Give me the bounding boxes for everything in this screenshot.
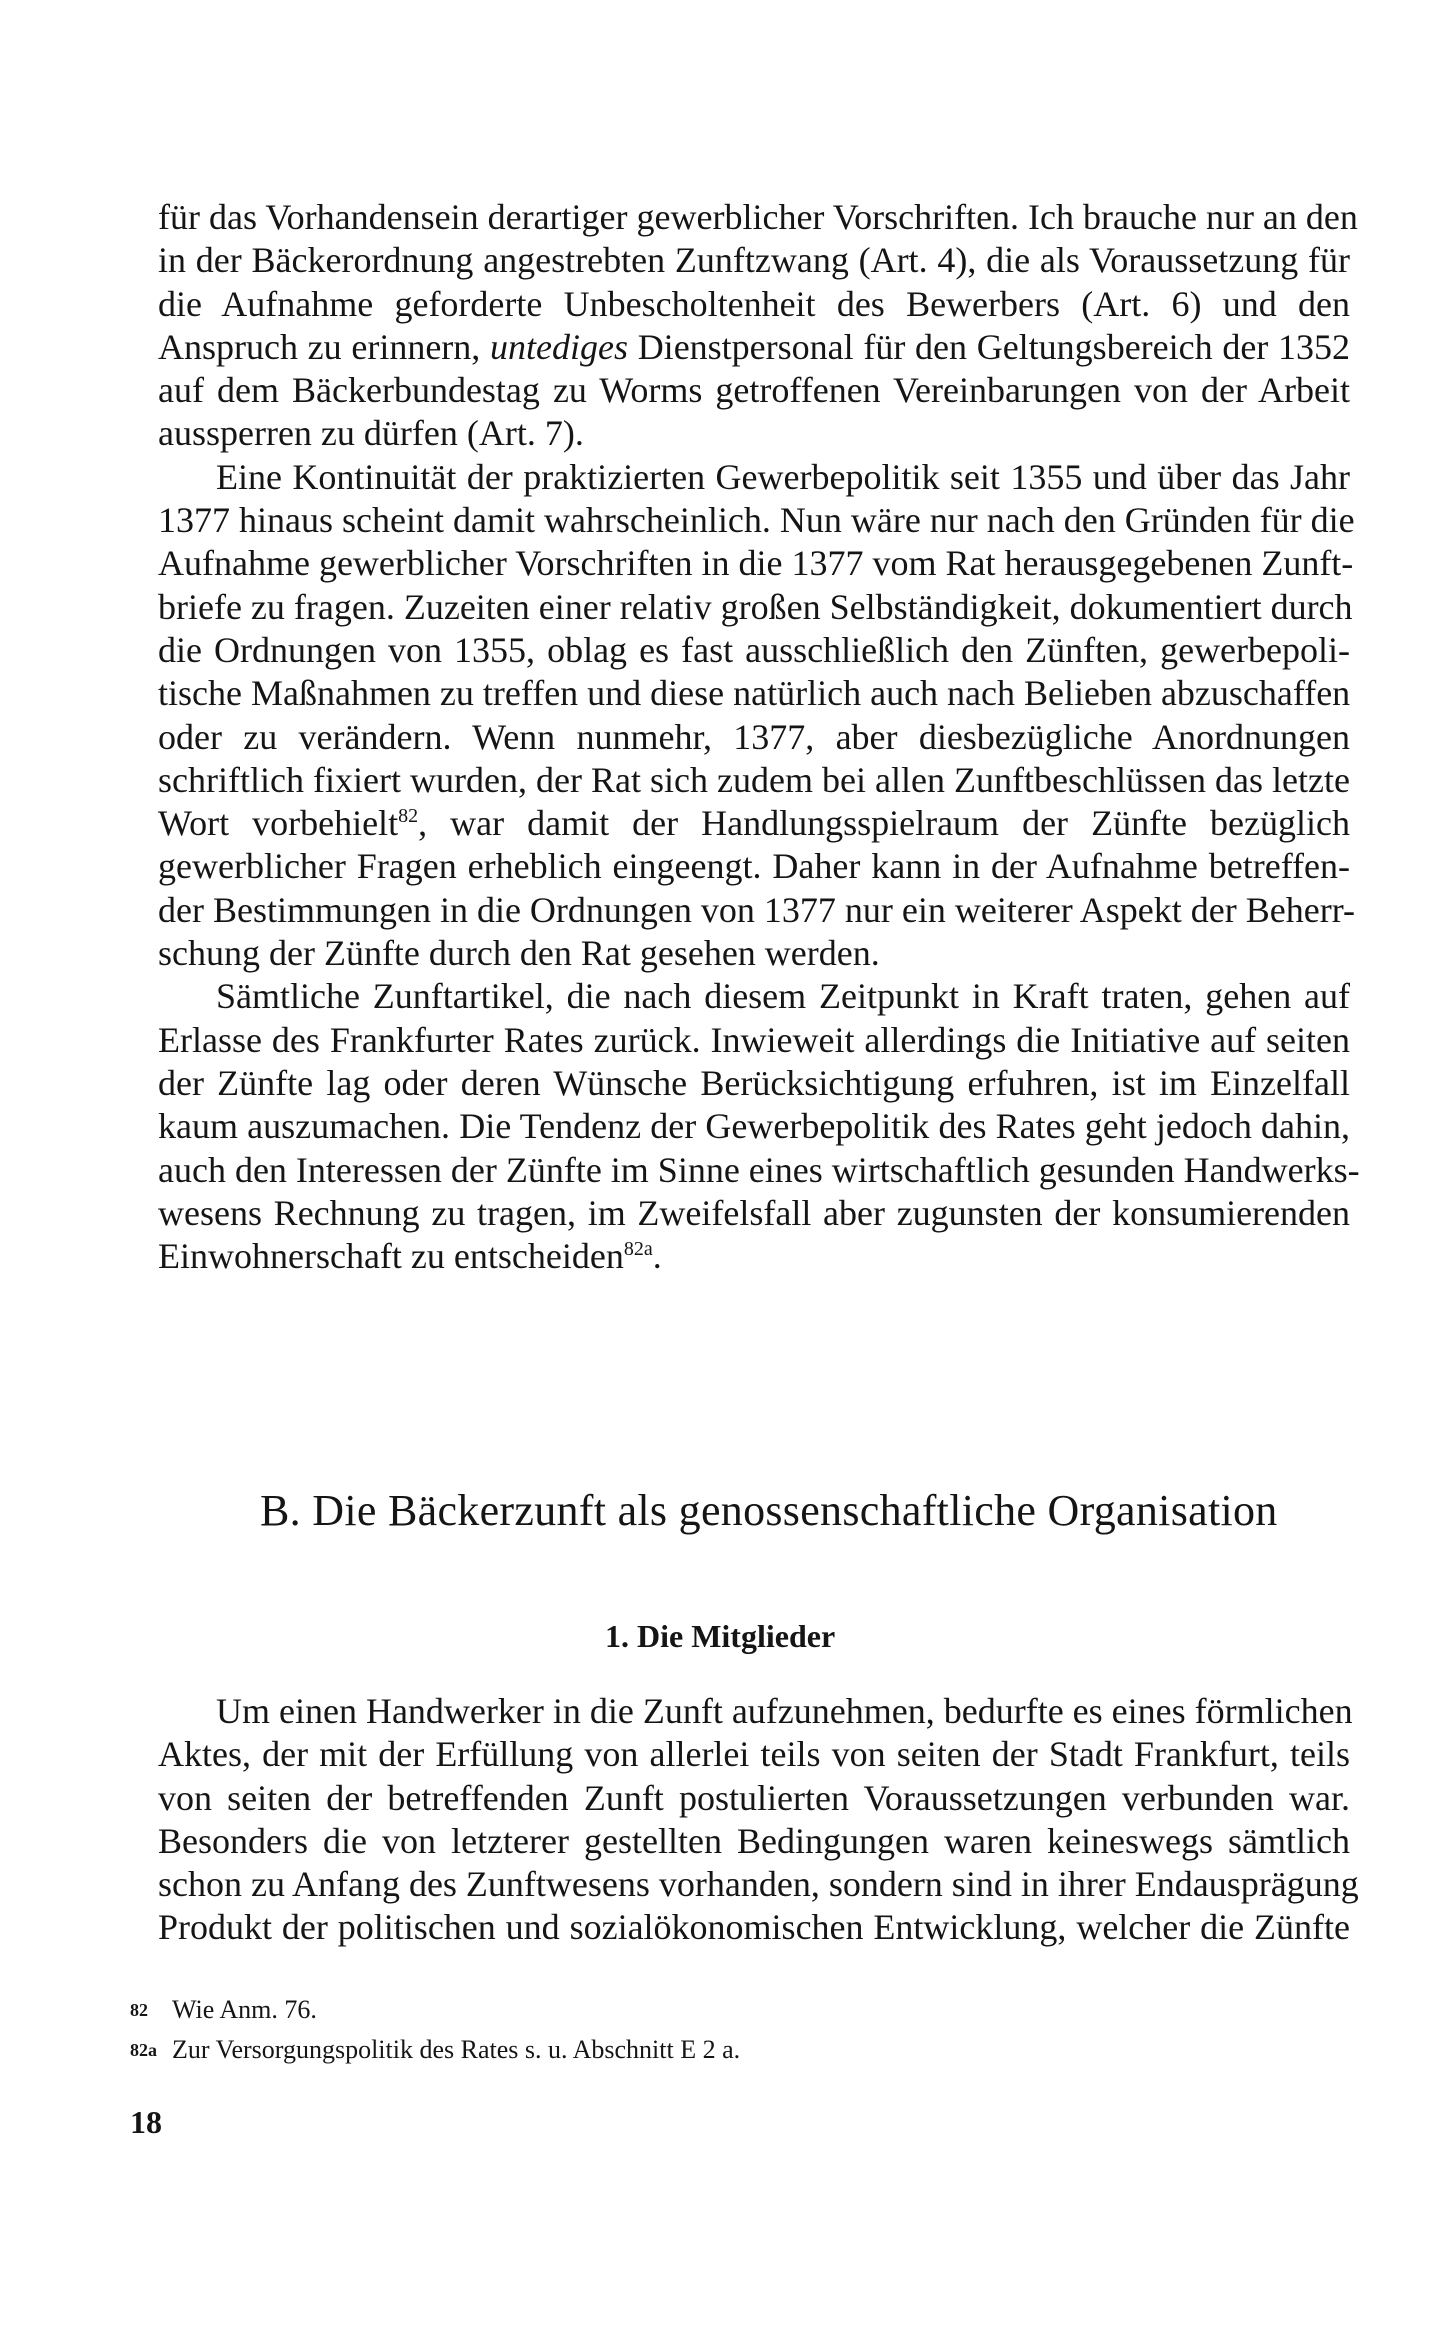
footnote [130, 1990, 740, 2030]
body-text-bottom [158, 1690, 1359, 1950]
paragraph [158, 196, 1358, 456]
footnote-mark: 82 [130, 2000, 148, 2020]
body-text-top [158, 196, 1360, 1278]
section-heading: B. Die Bäckerzunft als genossenschaftliche Organisation [260, 1486, 1278, 1535]
text-line: aussperren zu dürfen (Art. 7). [158, 413, 584, 454]
text-line: schriftlich fixiert wurden, der Rat sich zudem bei allen Zunftbeschlüssen das letzte [158, 759, 1350, 800]
subsection-heading: 1. Die Mitglieder [605, 1618, 836, 1654]
paragraph [158, 1690, 1359, 1950]
text-line: von seiten der betreffenden Zunft postulierten Voraussetzungen verbunden war. [158, 1777, 1350, 1818]
page-number: 18 [130, 2104, 162, 2140]
text-line: briefe zu fragen. Zuzeiten einer relativ großen Selbständigkeit, dokumentiert durch [158, 586, 1353, 627]
text-line: der Zünfte lag oder deren Wünsche Berücksichtigung erfuhren, ist im Einzelfall [158, 1062, 1350, 1103]
text-line: schon zu Anfang des Zunftwesens vorhanden, sondern sind in ihrer Endausprägung [158, 1864, 1359, 1905]
text-line: 1377 hinaus scheint damit wahrscheinlich. Nun wäre nur nach den Gründen für die [158, 500, 1355, 541]
text-line: auch den Interessen der Zünfte im Sinne eines wirtschaftlich gesunden Handwerks- [158, 1149, 1360, 1190]
text-line: der Bestimmungen in die Ordnungen von 1377 nur ein weiterer Aspekt der Beherr- [158, 889, 1355, 930]
footnote [130, 2030, 740, 2070]
text-line: Sämtliche Zunftartikel, die nach diesem Zeitpunkt in Kraft traten, gehen auf [216, 976, 1350, 1017]
text-line: Produkt der politischen und sozialökonomischen Entwicklung, welcher die Zünfte [158, 1907, 1350, 1948]
text-line: Einwohnerschaft zu entscheiden$^{82a}$. [158, 1236, 662, 1277]
footnote-reference: 82 [398, 805, 419, 828]
footnotes [130, 1990, 740, 2070]
text-line: schung der Zünfte durch den Rat gesehen werden. [158, 933, 880, 974]
text-line: in der Bäckerordnung angestrebten Zunftzwang (Art. 4), die als Voraussetzung für [158, 240, 1350, 281]
text-line: die Ordnungen von 1355, oblag es fast ausschließlich den Zünften, gewerbepoli- [158, 629, 1350, 670]
text-line: die Aufnahme geforderte Unbescholtenheit des Bewerbers (Art. 6) und den [158, 283, 1350, 324]
paragraph [158, 456, 1355, 976]
text-line: Eine Kontinuität der praktizierten Gewerbepolitik seit 1355 und über das Jahr [216, 456, 1350, 497]
text-line: kaum auszumachen. Die Tendenz der Gewerbepolitik des Rates geht jedoch dahin, [158, 1106, 1350, 1147]
italic-word: untediges [490, 326, 628, 367]
text-line: auf dem Bäckerbundestag zu Worms getroffenen Vereinbarungen von der Arbeit [158, 370, 1350, 411]
footnote-text: Zur Versorgungspolitik des Rates s. u. Abschnitt E 2 a. [172, 2035, 741, 2064]
text-line: Besonders die von letzterer gestellten Bedingungen waren keineswegs sämtlich [158, 1820, 1350, 1861]
text-line: Erlasse des Frankfurter Rates zurück. Inwieweit allerdings die Initiative auf seiten [158, 1019, 1350, 1060]
text-line: gewerblicher Fragen erheblich eingeengt. Daher kann in der Aufnahme betreffen- [158, 846, 1350, 887]
footnote-text: Wie Anm. 76. [172, 1995, 317, 2024]
text-line: Um einen Handwerker in die Zunft aufzunehmen, bedurfte es eines förmlichen [216, 1691, 1353, 1731]
footnote-reference: 82a [623, 1238, 653, 1261]
text-line: für das Vorhandensein derartiger gewerblicher Vorschriften. Ich brauche nur an den [158, 197, 1358, 237]
footnote-mark: 82a [130, 2040, 157, 2060]
text-line: Aufnahme gewerblicher Vorschriften in die 1377 vom Rat herausgegebenen Zunft- [158, 543, 1354, 584]
text-line: oder zu verändern. Wenn nunmehr, 1377, aber diesbezügliche Anordnungen [158, 716, 1350, 757]
text-line: Aktes, der mit der Erfüllung von allerlei teils von seiten der Stadt Frankfurt, teils [158, 1734, 1350, 1775]
text-line: Anspruch zu erinnern, untediges Dienstpersonal für den Geltungsbereich der 1352 [158, 326, 1350, 367]
paragraph [158, 975, 1360, 1278]
text-line: tische Maßnahmen zu treffen und diese natürlich auch nach Belieben abzuschaffen [158, 673, 1351, 714]
text-line: wesens Rechnung zu tragen, im Zweifelsfall aber zugunsten der konsumierenden [158, 1192, 1350, 1233]
text-line: Wort vorbehielt$^{82}$, war damit der Handlungsspielraum der Zünfte bezüglich [158, 803, 1350, 844]
